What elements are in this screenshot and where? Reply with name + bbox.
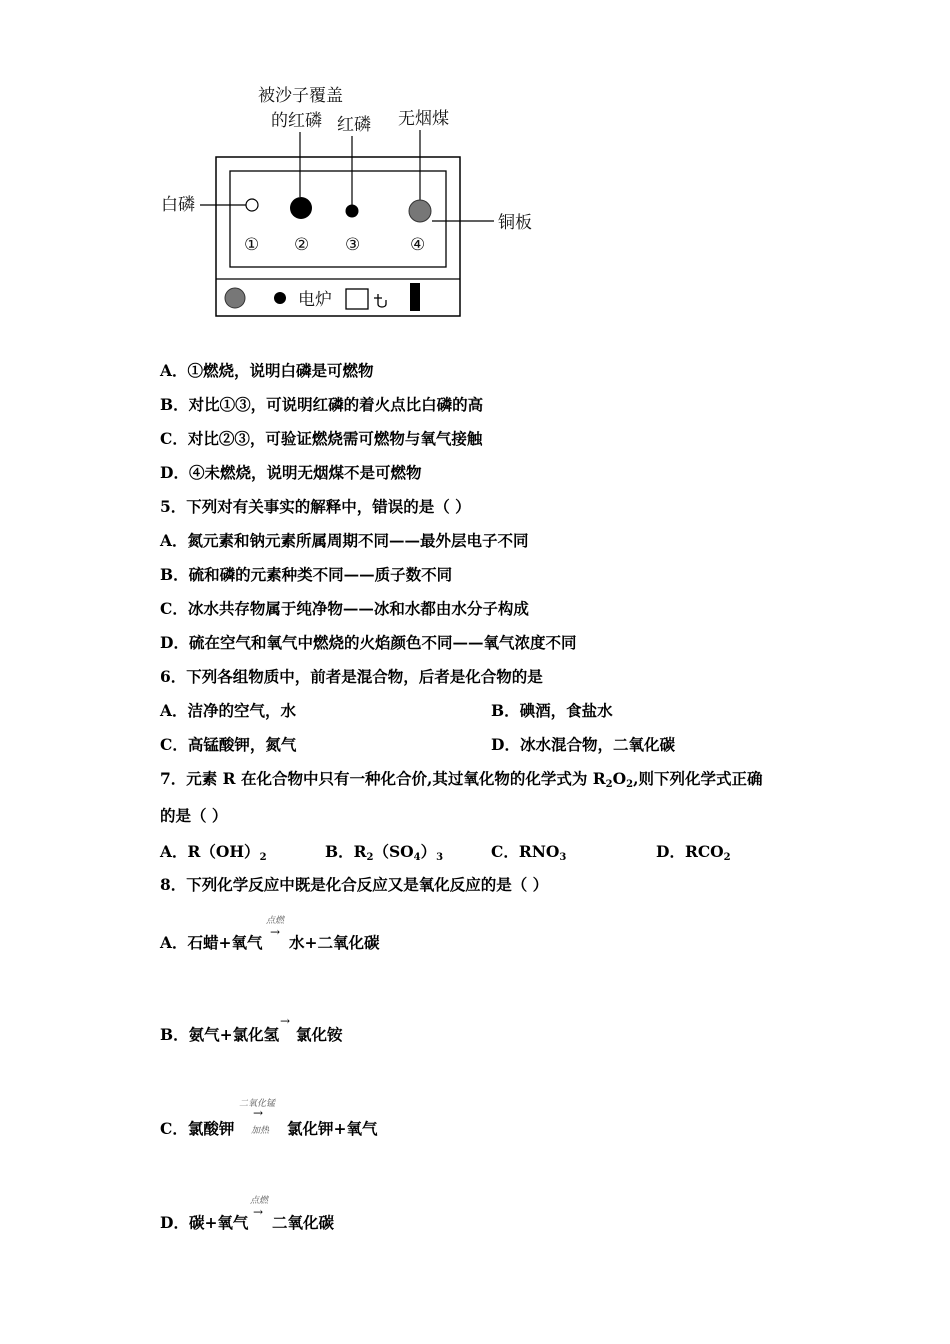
q7-subscript: 2 xyxy=(626,779,634,790)
arrow-icon: → xyxy=(253,1205,264,1219)
q7-stem-line2: 的是（ ） xyxy=(160,806,228,825)
q4-option-a: A．①燃烧，说明白磷是可燃物 xyxy=(160,361,374,380)
q5-option-a: A．氮元素和钠元素所属周期不同——最外层电子不同 xyxy=(160,531,529,550)
q8-option-a-right: 水+二氧化碳 xyxy=(289,933,380,952)
label-electric-stove: 电炉 xyxy=(298,290,332,310)
q7-subscript: 2 xyxy=(723,852,731,863)
q8-option-c-condition-bottom: 加热 xyxy=(251,1126,270,1136)
arrow-icon: → xyxy=(253,1106,264,1120)
label-covered-red-phosphorus-1: 被沙子覆盖 xyxy=(258,86,343,106)
number-1: ① xyxy=(244,235,260,255)
sample-red-phosphorus xyxy=(346,205,359,218)
number-3: ③ xyxy=(345,235,361,255)
sample-anthracite xyxy=(409,200,431,222)
q7-subscript: 3 xyxy=(559,852,567,863)
label-red-phosphorus: 红磷 xyxy=(337,115,371,135)
stove-indicator xyxy=(274,292,286,304)
q7-option-d-text: D．RCO xyxy=(656,842,724,861)
q5-option-c: C．冰水共存物属于纯净物——冰和水都由水分子构成 xyxy=(160,599,529,618)
q7-option-b-text: ） xyxy=(420,842,437,861)
q4-option-d: D．④未燃烧，说明无烟煤不是可燃物 xyxy=(160,463,422,482)
q6-stem: 6．下列各组物质中，前者是混合物，后者是化合物的是 xyxy=(160,667,543,686)
label-copper-plate: 铜板 xyxy=(498,213,532,233)
arrow-icon: → xyxy=(280,1014,291,1028)
q4-option-b: B．对比①③，可说明红磷的着火点比白磷的高 xyxy=(160,395,484,414)
number-2: ② xyxy=(294,235,310,255)
q6-option-c: C．高锰酸钾，氮气 xyxy=(160,735,297,754)
q7-subscript: 4 xyxy=(413,852,421,863)
q5-option-b: B．硫和磷的元素种类不同——质子数不同 xyxy=(160,565,453,584)
stove-switch xyxy=(346,289,368,309)
stove-knob xyxy=(225,288,245,308)
q8-option-d-left: D．碳+氧气 xyxy=(160,1213,249,1232)
q7-subscript: 2 xyxy=(605,779,613,790)
q6-option-a: A．洁净的空气，水 xyxy=(160,701,297,720)
q8-option-d-right: 二氧化碳 xyxy=(272,1213,335,1232)
experiment-diagram xyxy=(0,0,950,330)
q7-option-b xyxy=(325,842,443,868)
q7-option-b-text: B．R xyxy=(325,842,367,861)
q7-stem-text-3: ,则下列化学式正确 xyxy=(633,769,763,788)
arrow-icon: → xyxy=(270,925,281,939)
label-anthracite: 无烟煤 xyxy=(398,109,449,129)
label-covered-red-phosphorus-2: 的红磷 xyxy=(271,111,322,131)
q7-option-c xyxy=(491,842,566,868)
q7-option-b-text: （SO xyxy=(373,842,414,861)
q8-option-a-condition: 点燃 xyxy=(266,916,285,926)
sample-white-phosphorus xyxy=(246,199,258,211)
q7-option-a-text: A．R（OH） xyxy=(160,842,260,861)
q8-stem: 8．下列化学反应中既是化合反应又是氧化反应的是（ ） xyxy=(160,875,549,894)
q7-stem-text-1: 7．元素 R 在化合物中只有一种化合价,其过氧化物的化学式为 R xyxy=(160,769,606,788)
q5-option-d: D．硫在空气和氧气中燃烧的火焰颜色不同——氧气浓度不同 xyxy=(160,633,577,652)
q7-option-d xyxy=(656,842,731,868)
q7-option-c-text: C．RNO xyxy=(491,842,560,861)
number-4: ④ xyxy=(410,235,426,255)
q6-option-b: B．碘酒，食盐水 xyxy=(491,701,613,720)
q8-option-c-right: 氯化钾+氧气 xyxy=(287,1119,378,1138)
q8-option-a-left: A．石蜡+氧气 xyxy=(160,933,263,952)
q8-option-c-condition-top: 二氧化锰 xyxy=(239,1099,276,1109)
q8-option-d-condition: 点燃 xyxy=(250,1196,269,1206)
sample-covered-red-phosphorus xyxy=(290,197,312,219)
q7-stem-text-2: O xyxy=(612,769,627,788)
plug-icon xyxy=(374,294,386,307)
q8-option-c-left: C．氯酸钾 xyxy=(160,1119,235,1138)
q8-option-b-left: B．氨气+氯化氢 xyxy=(160,1025,280,1044)
q7-subscript: 2 xyxy=(259,852,267,863)
q7-option-a xyxy=(160,842,267,868)
q8-option-b-right: 氯化铵 xyxy=(296,1025,343,1044)
q7-subscript: 2 xyxy=(366,852,374,863)
q7-subscript: 3 xyxy=(436,852,444,863)
q4-option-c: C．对比②③，可验证燃烧需可燃物与氧气接触 xyxy=(160,429,483,448)
stove-bar xyxy=(410,283,420,311)
q7-stem xyxy=(160,769,763,795)
label-white-phosphorus: 白磷 xyxy=(161,195,195,215)
q5-stem: 5．下列对有关事实的解释中，错误的是（ ） xyxy=(160,497,471,516)
q6-option-d: D．冰水混合物，二氧化碳 xyxy=(491,735,675,754)
